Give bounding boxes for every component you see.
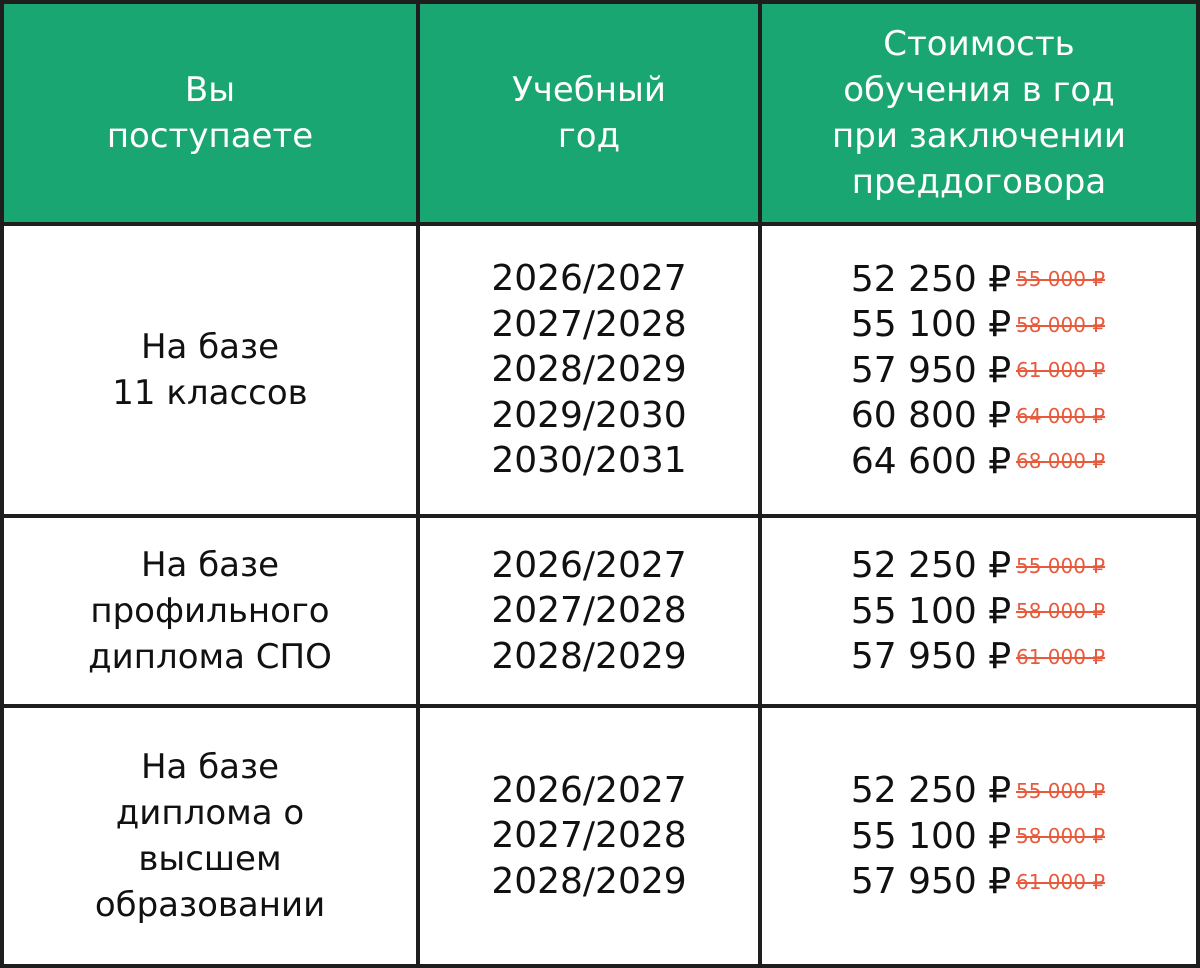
academic-year: 2028/2029 [491,349,687,391]
basis-line: диплома о [115,793,305,833]
header-academic-year [420,4,762,226]
original-price: 55 000 ₽ [1016,778,1106,803]
original-price: 61 000 ₽ [1016,644,1106,669]
years-cell [420,708,762,964]
discounted-price: 55 100 ₽ [850,815,1012,857]
original-price: 55 000 ₽ [1016,267,1106,291]
original-price: 61 000 ₽ [1016,358,1106,382]
original-price: 68 000 ₽ [1016,449,1106,473]
academic-year: 2027/2028 [491,815,687,857]
price-line [846,393,1105,439]
original-price: 55 000 ₽ [1016,553,1106,578]
academic-year: 2027/2028 [491,303,687,345]
basis-cell [4,226,420,518]
prices-cell [762,518,1196,708]
academic-year: 2028/2029 [491,635,687,677]
academic-year: 2028/2029 [491,860,687,902]
academic-year: 2026/2027 [491,258,687,300]
academic-year: 2030/2031 [491,440,687,482]
basis-line: 11 классов [112,373,308,413]
price-line [846,438,1105,484]
basis-line: диплома СПО [88,637,332,677]
header-line: Стоимость [883,24,1075,64]
academic-year: 2029/2030 [491,394,687,436]
basis-line: профильного [90,591,330,631]
original-price: 58 000 ₽ [1016,599,1106,623]
basis-line: высшем [138,839,282,879]
discounted-price: 60 800 ₽ [850,395,1012,436]
original-price: 61 000 ₽ [1016,869,1106,894]
header-line: поступаете [106,116,314,156]
years-cell [420,518,762,708]
header-line: Вы [184,70,236,110]
discounted-price: 57 950 ₽ [850,349,1012,391]
discounted-price: 52 250 ₽ [850,545,1012,586]
discounted-price: 55 100 ₽ [850,304,1012,345]
discounted-price: 55 100 ₽ [850,590,1012,632]
price-line [846,768,1105,814]
header-line: обучения в год [843,70,1115,110]
price-line [846,634,1105,680]
price-line [846,256,1105,302]
basis-cell [4,518,420,708]
original-price: 64 000 ₽ [1016,403,1106,428]
basis-line: На базе [140,747,279,787]
original-price: 58 000 ₽ [1016,312,1106,337]
discounted-price: 57 950 ₽ [850,861,1012,902]
discounted-price: 52 250 ₽ [850,258,1012,300]
price-line [846,588,1105,634]
price-line [846,813,1105,859]
discounted-price: 64 600 ₽ [850,440,1012,482]
basis-line: образовании [94,885,326,925]
years-cell [420,226,762,518]
academic-year: 2026/2027 [491,544,687,586]
academic-year: 2026/2027 [491,769,687,811]
price-line [846,302,1105,348]
discounted-price: 52 250 ₽ [850,770,1012,811]
prices-cell [762,226,1196,518]
original-price: 58 000 ₽ [1016,824,1106,848]
prices-cell [762,708,1196,964]
basis-cell [4,708,420,964]
header-line: при заключении [832,116,1126,156]
header-line: преддоговора [851,162,1107,202]
header-admission-basis [4,4,420,226]
price-line [846,347,1105,393]
price-line [846,859,1105,905]
basis-line: На базе [140,545,279,585]
academic-year: 2027/2028 [491,590,687,632]
header-line: Учебный [512,70,666,110]
header-tuition-cost [762,4,1196,226]
price-line [846,543,1105,589]
basis-line: На базе [140,327,279,367]
discounted-price: 57 950 ₽ [850,636,1012,677]
header-line: год [557,116,621,156]
